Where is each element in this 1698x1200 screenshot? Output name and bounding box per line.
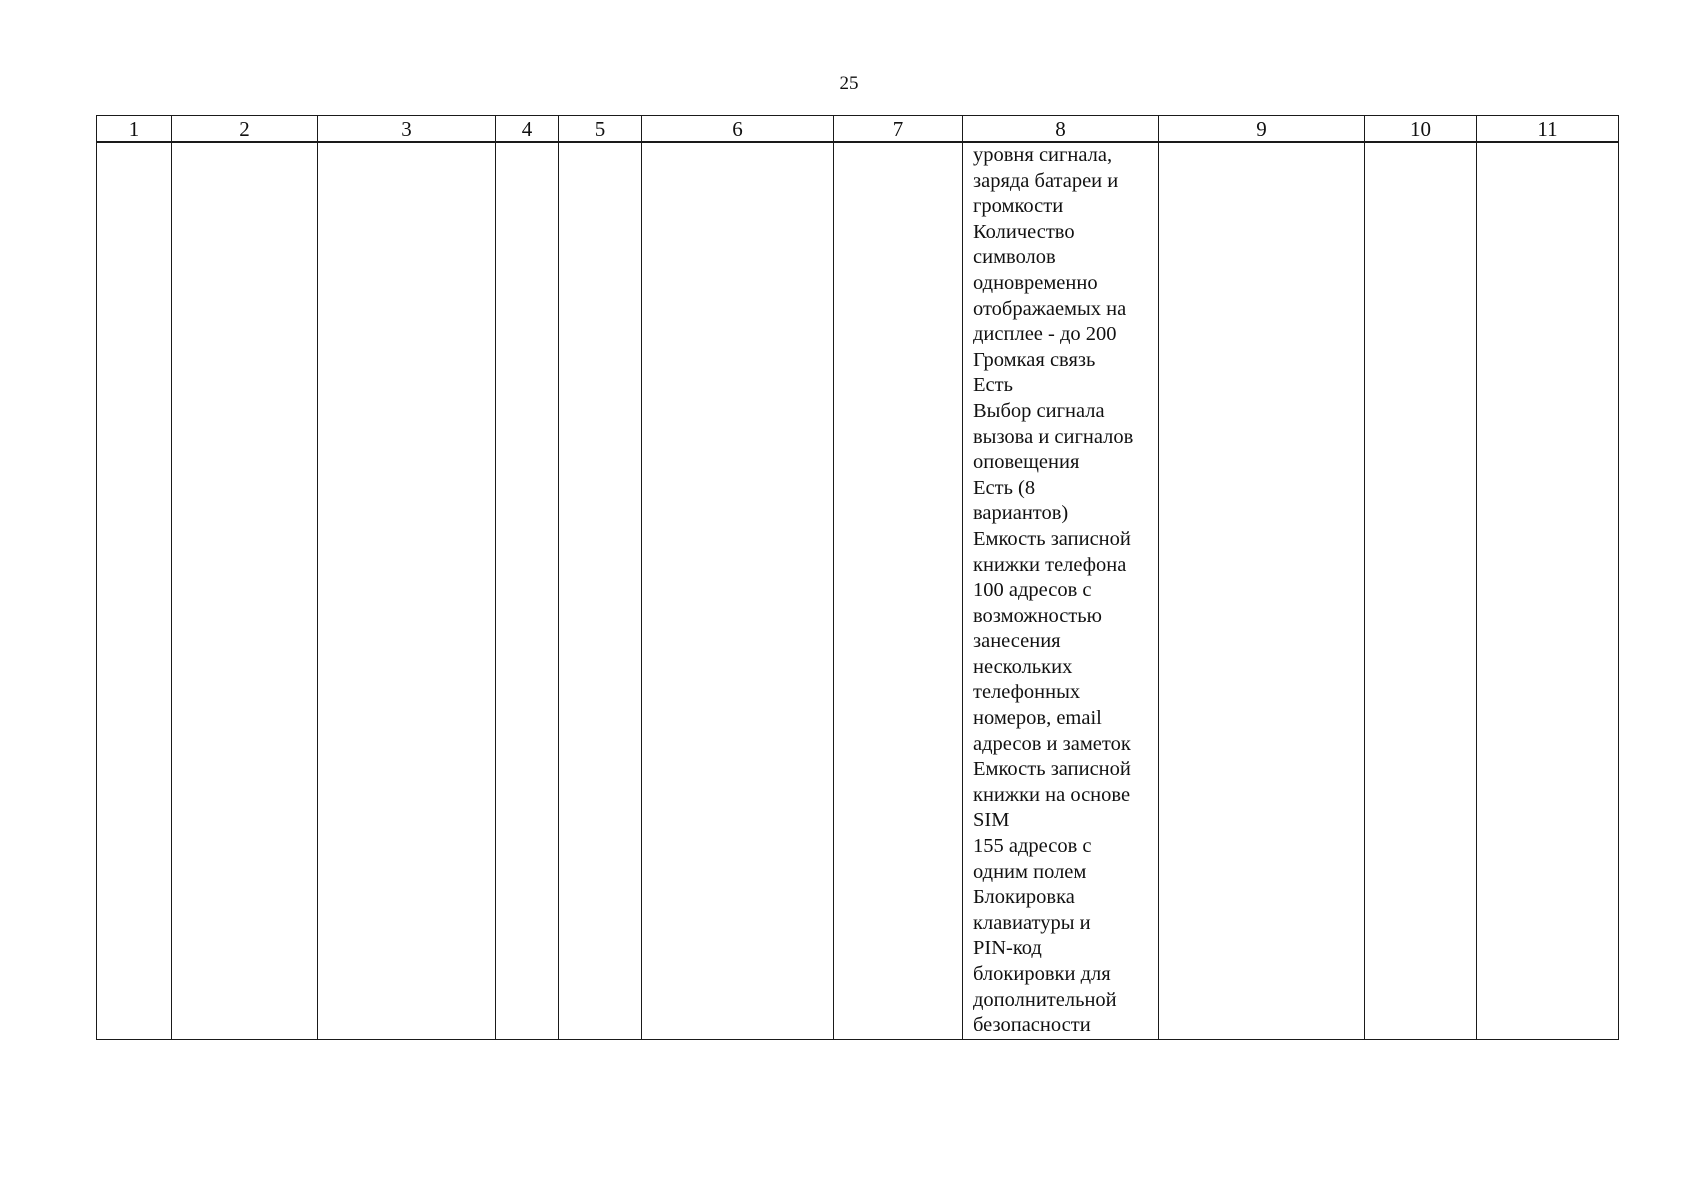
spec-line: дополнительной <box>973 988 1117 1011</box>
spec-line: блокировки для <box>973 963 1111 985</box>
table-header <box>97 116 1619 143</box>
column-header-10: 10 <box>1365 116 1477 143</box>
spec-line: вызова и сигналов <box>973 425 1134 448</box>
spec-line: одновременно <box>973 271 1098 294</box>
spec-line: одним полем <box>973 860 1087 883</box>
column-header-4: 4 <box>496 116 559 143</box>
spec-line: книжки на основе <box>973 783 1131 806</box>
cell-col-3 <box>318 142 496 1039</box>
specification-table <box>96 115 1619 1040</box>
cell-col-8-specifications <box>963 142 1159 1039</box>
spec-line: Выбор сигнала <box>973 399 1105 422</box>
spec-line: заряда батареи и <box>973 169 1119 192</box>
cell-col-7 <box>834 142 963 1039</box>
spec-line: Емкость записной <box>973 758 1131 781</box>
spec-line: адресов и заметок <box>973 732 1131 755</box>
spec-line: оповещения <box>973 451 1080 474</box>
spec-line: книжки телефона <box>973 553 1127 576</box>
spec-line: PIN-код <box>973 937 1042 960</box>
table-row <box>97 142 1619 1039</box>
spec-line: вариантов) <box>973 502 1069 525</box>
cell-col-5 <box>559 142 642 1039</box>
spec-line: Емкость записной <box>973 527 1131 550</box>
cell-col-10 <box>1365 142 1477 1039</box>
spec-line: занесения <box>973 630 1061 653</box>
spec-line: Блокировка <box>973 886 1075 909</box>
spec-line: уровня сигнала, <box>973 144 1113 166</box>
column-header-11: 11 <box>1477 116 1619 143</box>
spec-line: клавиатуры и <box>973 911 1091 934</box>
spec-line: Есть (8 <box>973 476 1036 499</box>
column-header-9: 9 <box>1159 116 1365 143</box>
spec-line: безопасности <box>973 1014 1091 1037</box>
spec-line: нескольких <box>973 655 1073 678</box>
cell-col-4 <box>496 142 559 1039</box>
spec-line: 100 адресов с <box>973 579 1092 602</box>
spec-line: громкости <box>973 195 1064 218</box>
cell-col-9 <box>1159 142 1365 1039</box>
cell-col-6 <box>642 142 834 1039</box>
column-header-3: 3 <box>318 116 496 143</box>
spec-line: Громкая связь <box>973 348 1096 371</box>
spec-line: возможностью <box>973 604 1102 627</box>
spec-line: Количество <box>973 220 1075 243</box>
cell-col-2 <box>172 142 318 1039</box>
spec-line: номеров, email <box>973 707 1102 730</box>
spec-line: Есть <box>973 374 1013 397</box>
cell-col-1 <box>97 142 172 1039</box>
column-header-5: 5 <box>559 116 642 143</box>
column-header-2: 2 <box>172 116 318 143</box>
header-row <box>97 116 1619 143</box>
spec-line: 155 адресов с <box>973 835 1092 858</box>
spec-line: символов <box>973 246 1056 269</box>
column-header-6: 6 <box>642 116 834 143</box>
column-header-7: 7 <box>834 116 963 143</box>
column-header-1: 1 <box>97 116 172 143</box>
page-number: 25 <box>839 73 859 94</box>
spec-line: отображаемых на <box>973 297 1127 320</box>
cell-col-11 <box>1477 142 1619 1039</box>
column-header-8: 8 <box>963 116 1159 143</box>
spec-line: дисплее - до 200 <box>973 323 1117 346</box>
spec-line: телефонных <box>973 681 1081 704</box>
spec-line: SIM <box>973 809 1010 832</box>
